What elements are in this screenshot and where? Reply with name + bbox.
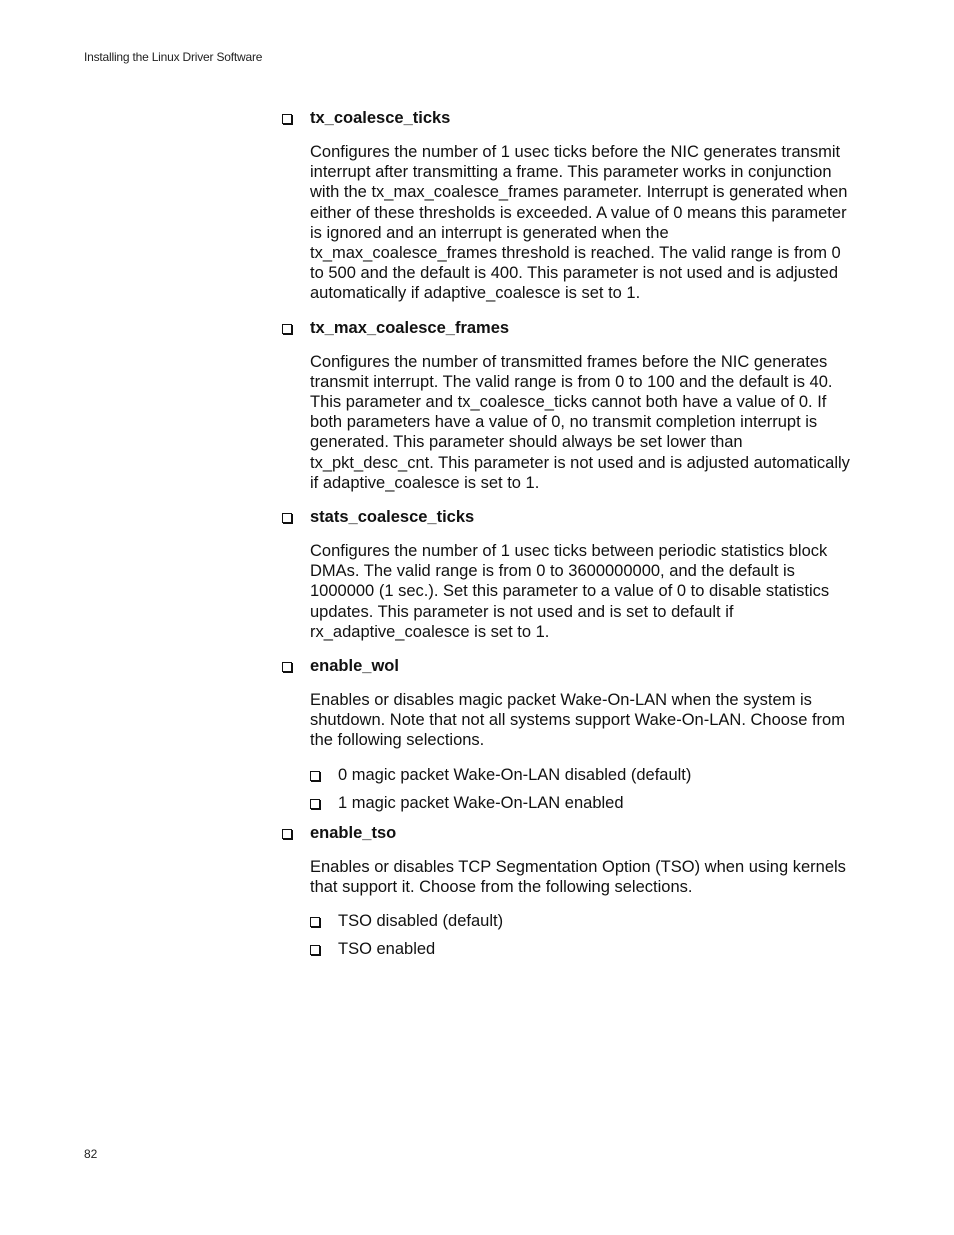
page-number: 82 [84, 1147, 98, 1161]
param-name: tx_coalesce_ticks [310, 109, 451, 127]
param-name: enable_tso [310, 823, 397, 842]
option-label: TSO disabled (default) [338, 912, 504, 931]
checkbox-bullet-icon [310, 917, 320, 927]
list-item [310, 939, 852, 959]
param-description: Configures the number of 1 usec ticks between periodic statistics block DMAs. The valid range is from 0 to 3600000000, and the default is 1000000 (1 sec.). Set this parameter to a value of 0 to disable statistics updates. This parameter is not used and is set to default if rx_adaptive_coalesce is set to 1. [310, 542, 830, 641]
param-name: enable_wol [310, 657, 399, 676]
list-item [310, 911, 852, 931]
param-tx-coalesce-ticks [282, 108, 852, 304]
param-tx-max-coalesce-frames [282, 318, 852, 493]
option-label: 1 magic packet Wake-On-LAN enabled [338, 793, 624, 812]
checkbox-bullet-icon [282, 513, 292, 523]
checkbox-bullet-icon [282, 324, 292, 334]
param-description: Enables or disables magic packet Wake-On-LAN when the system is shutdown. Note that not all systems support Wake-On-LAN. Choose from the following selections. [310, 691, 845, 750]
checkbox-bullet-icon [282, 114, 292, 124]
option-label: TSO enabled [338, 940, 436, 959]
param-description: Configures the number of 1 usec ticks before the NIC generates transmit interrupt after transmitting a frame. This parameter works in conjunction with the tx_max_coalesce_frames parameter. Interrupt is generated when either of these thresholds is exceeded. A value of 0 means this parameter is ignored and an interrupt is generated when the tx_max_coalesce_frames threshold is reached. The valid range is from 0 to 500 and the default is 400. This parameter is not used and is adjusted automatically if adaptive_coalesce is set to 1. [310, 143, 848, 303]
checkbox-bullet-icon [310, 799, 320, 809]
checkbox-bullet-icon [282, 662, 292, 672]
parameter-list [282, 108, 852, 969]
option-label: 0 magic packet Wake-On-LAN disabled (default) [338, 765, 692, 784]
param-stats-coalesce-ticks [282, 507, 852, 642]
param-enable-tso [282, 823, 852, 959]
checkbox-bullet-icon [310, 771, 320, 781]
list-item [310, 793, 852, 813]
option-list [310, 911, 852, 959]
param-name: stats_coalesce_ticks [310, 508, 475, 527]
checkbox-bullet-icon [282, 829, 292, 839]
option-list [310, 765, 852, 813]
param-enable-wol [282, 656, 852, 813]
param-name: tx_max_coalesce_frames [310, 318, 510, 337]
checkbox-bullet-icon [310, 945, 320, 955]
list-item [310, 765, 852, 785]
param-description: Enables or disables TCP Segmentation Option (TSO) when using kernels that support it. Choose from the following selections. [310, 857, 846, 896]
running-header: Installing the Linux Driver Software [84, 50, 263, 64]
param-description: Configures the number of transmitted frames before the NIC generates transmit interrupt. The valid range is from 0 to 100 and the default is 40. This parameter and tx_coalesce_ticks cannot both have a value of 0. If both parameters have a value of 0, no transmit completion interrupt is generated. This parameter should always be set lower than tx_pkt_desc_cnt. This parameter is not used and is adjusted automatically if adaptive_coalesce is set to 1. [310, 352, 850, 492]
